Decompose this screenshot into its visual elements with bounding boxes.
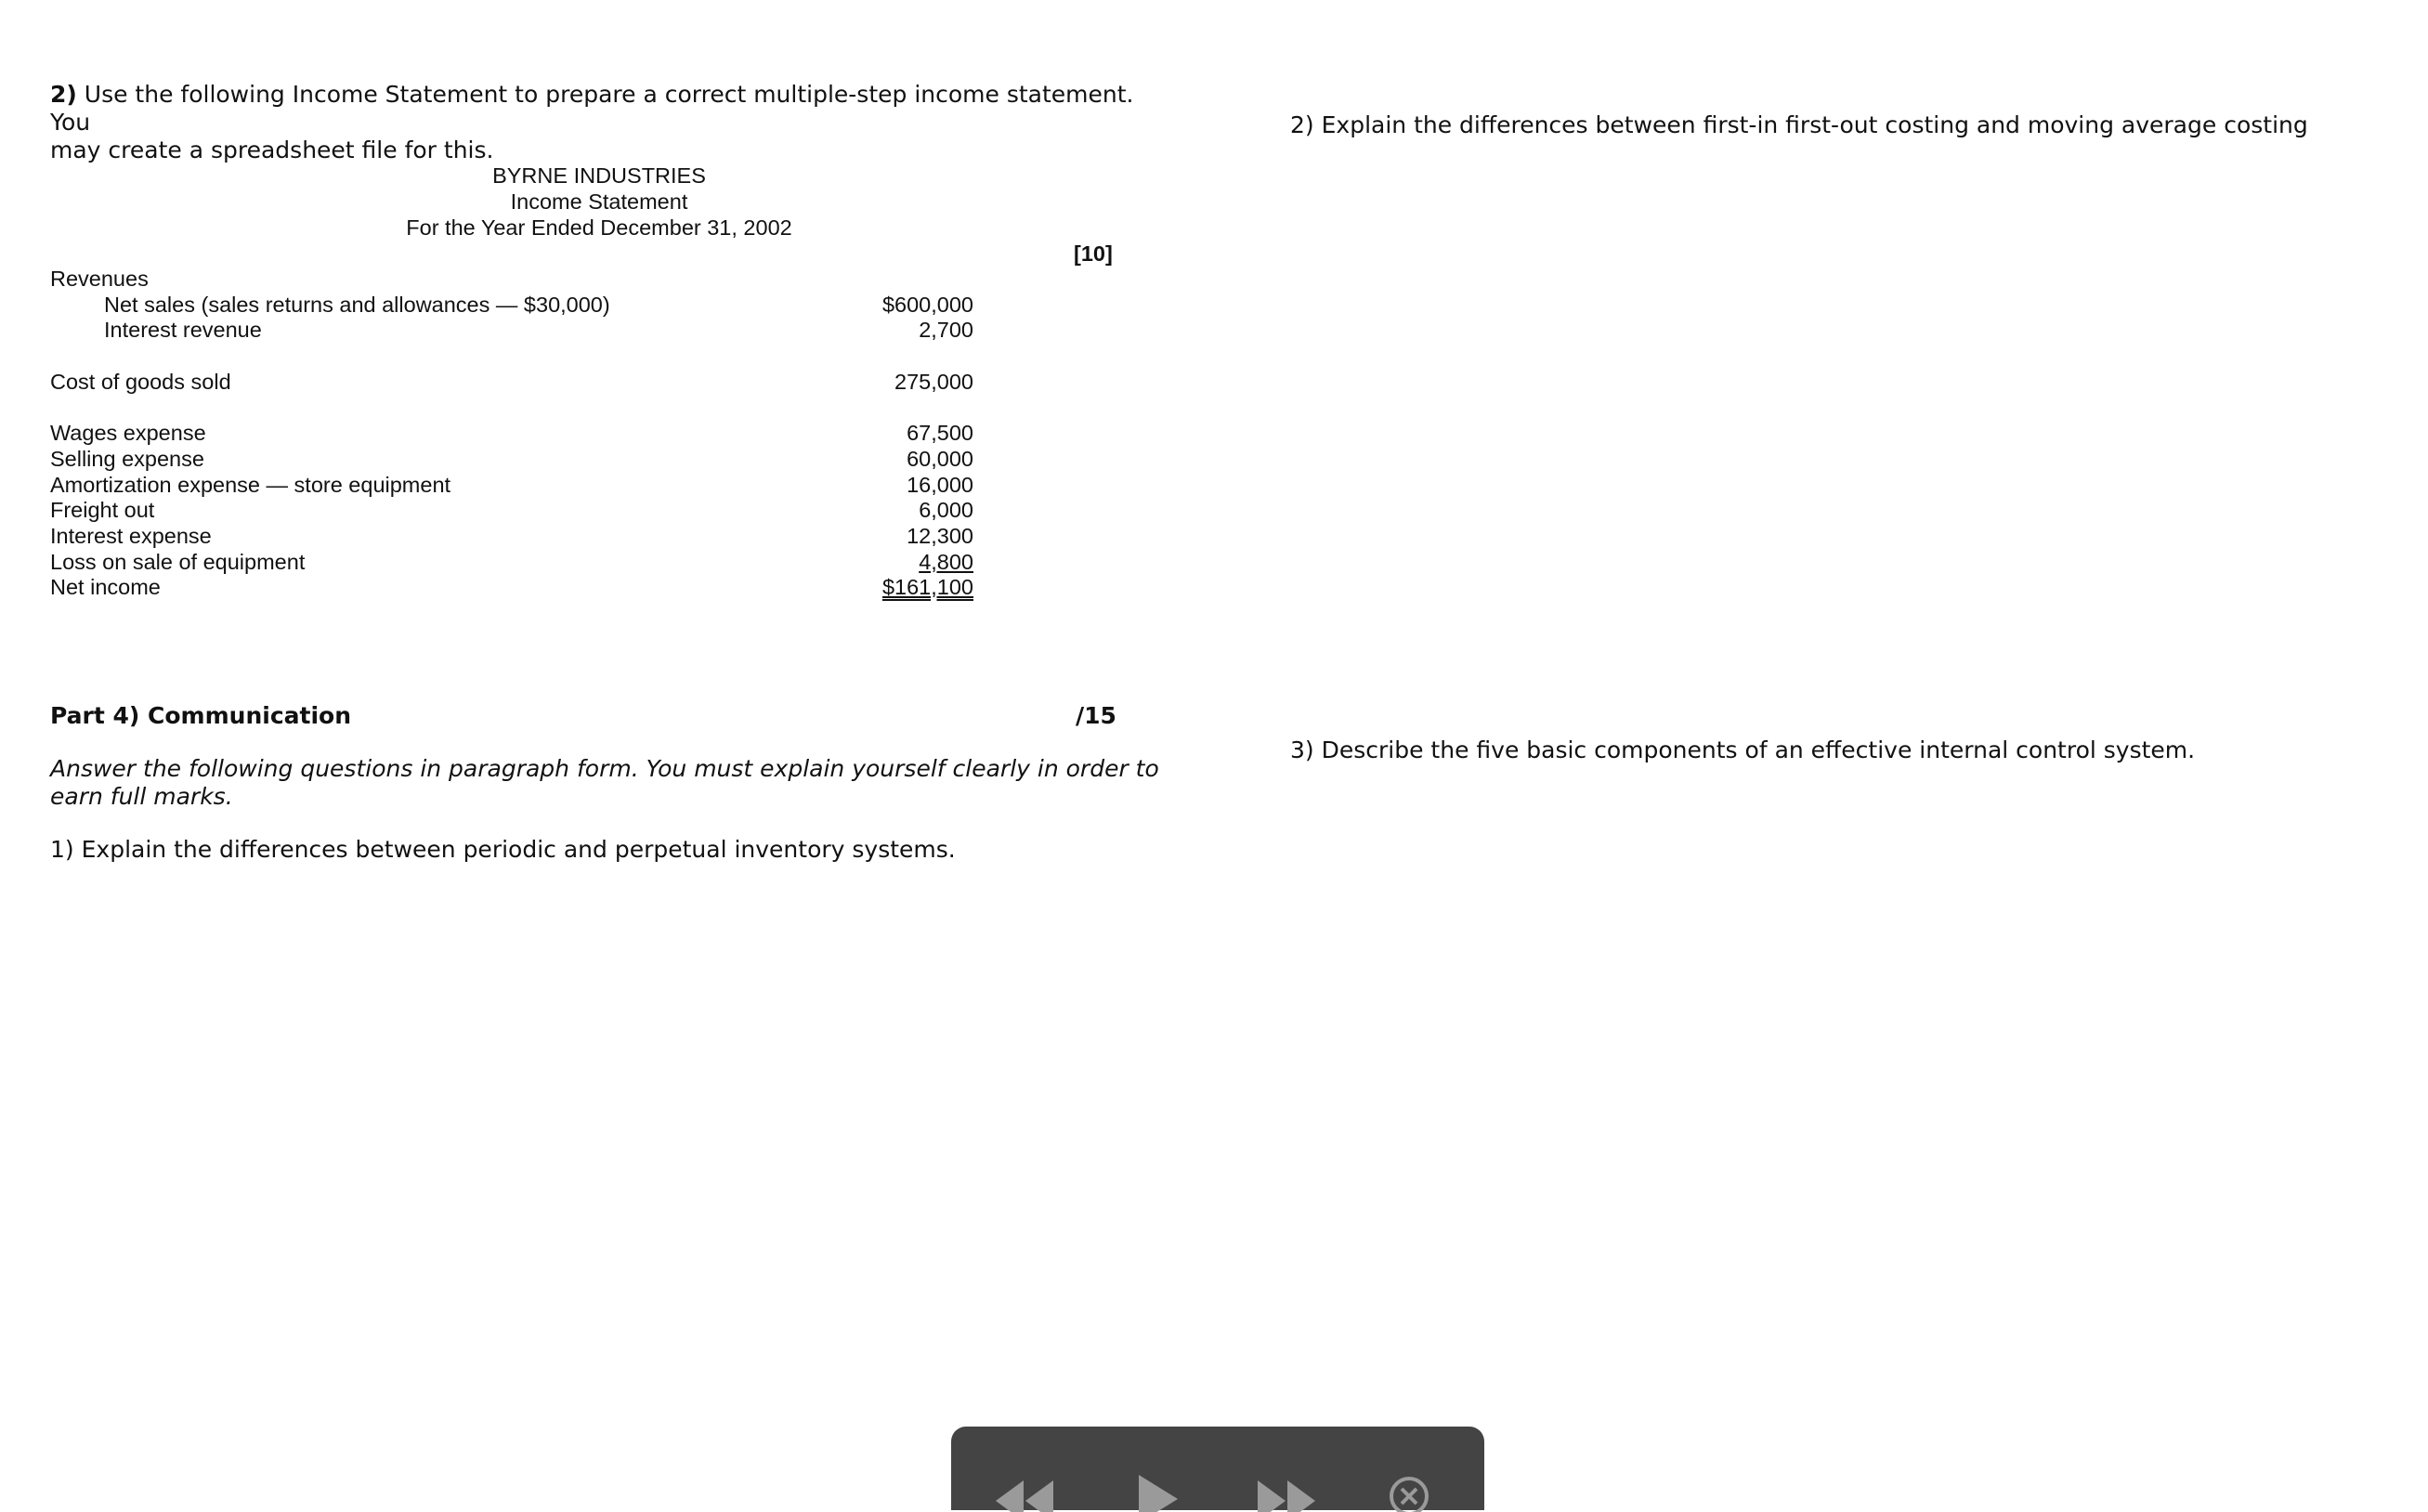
part-4-instructions bbox=[50, 755, 1193, 811]
statement-period: For the Year Ended December 31, 2002 bbox=[406, 215, 792, 240]
selling-label: Selling expense bbox=[50, 447, 204, 471]
part-4-instructions-line1: Answer the following questions in paragraph form. You must explain yourself clearly in order to bbox=[50, 755, 1159, 782]
interest-expense-value: 12,300 bbox=[907, 524, 973, 548]
net-income-label: Net income bbox=[50, 575, 161, 599]
right-question-3-text: 3) Describe the five basic components of an effective internal control system. bbox=[1290, 736, 2196, 763]
statement-marks: [10] bbox=[1074, 241, 1113, 266]
net-sales-label: Net sales (sales returns and allowances — $30,000) bbox=[104, 293, 610, 317]
interest-revenue-value: 2,700 bbox=[919, 318, 973, 342]
freight-label: Freight out bbox=[50, 498, 155, 522]
rewind-icon[interactable] bbox=[992, 1475, 1057, 1512]
question-1-text: 1) Explain the differences between periodic and perpetual inventory systems. bbox=[50, 836, 956, 863]
company-name: BYRNE INDUSTRIES bbox=[492, 163, 706, 188]
loss-label: Loss on sale of equipment bbox=[50, 550, 306, 574]
loss-value-wrap bbox=[881, 549, 973, 575]
close-icon[interactable] bbox=[1388, 1475, 1430, 1512]
net-sales-value: $600,000 bbox=[881, 293, 973, 317]
freight-value: 6,000 bbox=[919, 498, 973, 522]
cogs-label: Cost of goods sold bbox=[50, 370, 231, 394]
interest-expense-label: Interest expense bbox=[50, 524, 212, 548]
part-4-title: Part 4) Communication bbox=[50, 702, 351, 729]
part-4-instructions-line2: earn full marks. bbox=[50, 783, 233, 810]
question-2-text: Use the following Income Statement to prepare a correct multiple-step income statement. You bbox=[50, 81, 1134, 136]
question-2-prompt bbox=[50, 81, 1165, 164]
question-2-text-line2: may create a spreadsheet file for this. bbox=[50, 137, 494, 163]
play-icon[interactable] bbox=[1135, 1475, 1181, 1512]
amortization-label: Amortization expense — store equipment bbox=[50, 473, 451, 497]
media-toolbar bbox=[951, 1427, 1484, 1510]
question-2-number: 2) bbox=[50, 81, 77, 108]
revenues-label: Revenues bbox=[50, 267, 149, 291]
part-4-marks: /15 bbox=[1076, 702, 1116, 729]
selling-value: 60,000 bbox=[907, 447, 973, 471]
right-question-2-text: 2) Explain the differences between first-in first-out costing and moving average costing bbox=[1290, 111, 2308, 138]
interest-revenue-label: Interest revenue bbox=[104, 318, 262, 342]
statement-header bbox=[279, 163, 920, 241]
loss-value: 4,800 bbox=[919, 550, 973, 574]
amortization-value: 16,000 bbox=[907, 473, 973, 497]
wages-value: 67,500 bbox=[907, 421, 973, 445]
cogs-value: 275,000 bbox=[894, 370, 973, 394]
wages-label: Wages expense bbox=[50, 421, 206, 445]
statement-title: Income Statement bbox=[510, 189, 688, 214]
fast-forward-icon[interactable] bbox=[1254, 1475, 1319, 1512]
net-income-value-wrap bbox=[788, 574, 973, 600]
net-income-value: $161,100 bbox=[881, 575, 973, 599]
